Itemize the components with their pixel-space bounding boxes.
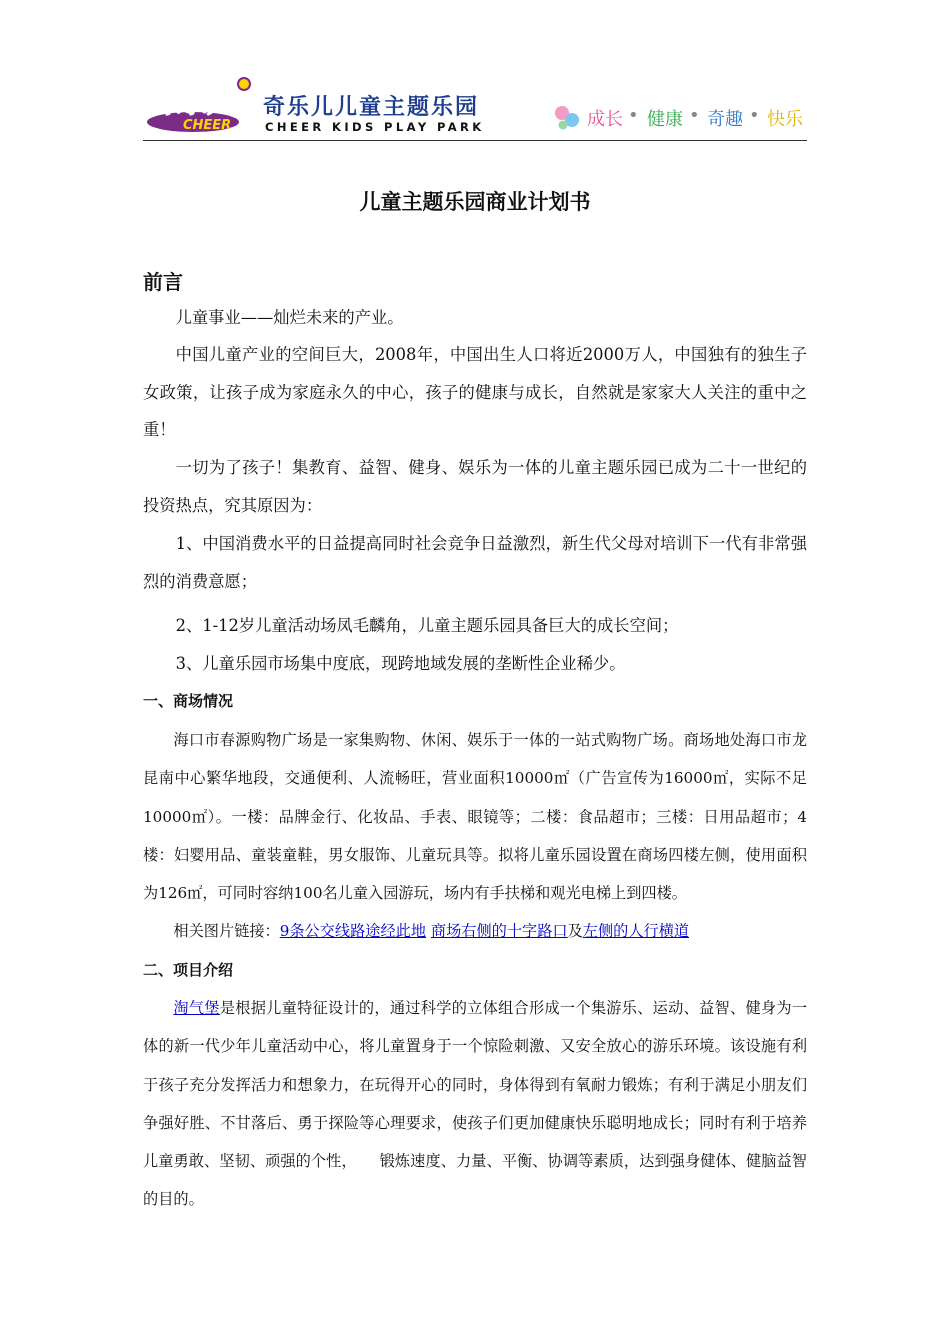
logo-text: 奇乐儿 xyxy=(147,85,237,120)
slogan-happy: 快乐 xyxy=(767,109,803,130)
section-2-heading: 二、项目介绍 xyxy=(143,961,234,979)
section-2-body xyxy=(143,989,807,1219)
taoqibao-link[interactable]: 淘气堡 xyxy=(173,999,220,1017)
related-links xyxy=(143,920,807,941)
preface-paragraph-3: 一切为了孩子！集教育、益智、健身、娱乐为一体的儿童主题乐园已成为二十一世纪的投资热点，究其原因为： xyxy=(143,458,807,515)
links-label: 相关图片链接： xyxy=(173,922,280,940)
slogan-fun: 奇趣 xyxy=(707,109,743,130)
slogan-dot: • xyxy=(749,105,760,126)
bus-lines-link[interactable]: 9条公交线路途经此地 xyxy=(279,922,427,940)
preface-paragraph-2: 中国儿童产业的空间巨大，2008年，中国出生人口将近2000万人，中国独有的独生子女政策，让孩子成为家庭永久的中心，孩子的健康与成长，自然就是家家大人关注的重中之重！ xyxy=(143,345,807,440)
slogan-dot: • xyxy=(689,105,700,126)
section-2-text: 是根据儿童特征设计的，通过科学的立体组合形成一个集游乐、运动、益智、健身为一体的新一代少年儿童活动中心，将儿童置身于一个惊险刺激、又安全放心的游乐环境。该设施有利于孩子充分发挥活力和想象力，在玩得开心的同时，身体得到有氧耐力锻炼；有利于满足小朋友们争强好胜、不甘落后、勇于探险等心理要求，使孩子们更加健康快乐聪明地成长；同时有利于培养儿童勇敢、坚韧、顽强的个性， 锻炼速度、力量、平衡、协调等素质，达到强身健体、健脑益智的目的。 xyxy=(143,999,808,1209)
brand-name-en: CHEER KIDS PLAY PARK xyxy=(265,120,485,134)
links-and: 及 xyxy=(567,922,583,940)
slogan-health: 健康 xyxy=(647,109,683,130)
logo-sub: CHEER xyxy=(183,118,232,133)
bubbles-icon xyxy=(553,104,581,132)
slogan xyxy=(553,102,811,132)
crossroad-link[interactable]: 商场右侧的十字路口 xyxy=(430,922,568,940)
crosswalk-link[interactable]: 左侧的人行横道 xyxy=(582,922,690,940)
slogan-growth: 成长 xyxy=(587,109,623,130)
preface-paragraph-1: 儿童事业——灿烂未来的产业。 xyxy=(175,308,404,327)
page-header xyxy=(143,68,807,141)
section-1-body: 海口市春源购物广场是一家集购物、休闲、娱乐于一体的一站式购物广场。商场地处海口市龙昆南中心繁华地段，交通便利、人流畅旺，营业面积10000㎡（广告宣传为16000㎡，实际不足10000㎡）。一楼：品牌金行、化妆品、手表、眼镜等；二楼：食品超市；三楼：日用品超市；4楼：妇婴用品、童装童鞋，男女服饰、儿童玩具等。拟将儿童乐园设置在商场四楼左侧，使用面积为126㎡，可同时容纳100名儿童入园游玩，场内有手扶梯和观光电梯上到四楼。 xyxy=(143,731,807,903)
cheer-logo xyxy=(143,72,255,134)
brand-name-cn: 奇乐儿儿童主题乐园 xyxy=(263,95,480,120)
slogan-dot: • xyxy=(628,105,639,126)
preface-paragraph-6: 3、儿童乐园市场集中度底，现跨地域发展的垄断性企业稀少。 xyxy=(175,654,626,673)
preface-heading: 前言 xyxy=(143,270,183,294)
preface-paragraph-4: 1、中国消费水平的日益提高同时社会竞争日益激烈，新生代父母对培训下一代有非常强烈的消费意愿； xyxy=(143,534,807,591)
preface-paragraph-5: 2、1-12岁儿童活动场凤毛麟角，儿童主题乐园具备巨大的成长空间； xyxy=(175,616,679,635)
section-1-heading: 一、商场情况 xyxy=(143,692,234,710)
document-title: 儿童主题乐园商业计划书 xyxy=(359,190,591,214)
